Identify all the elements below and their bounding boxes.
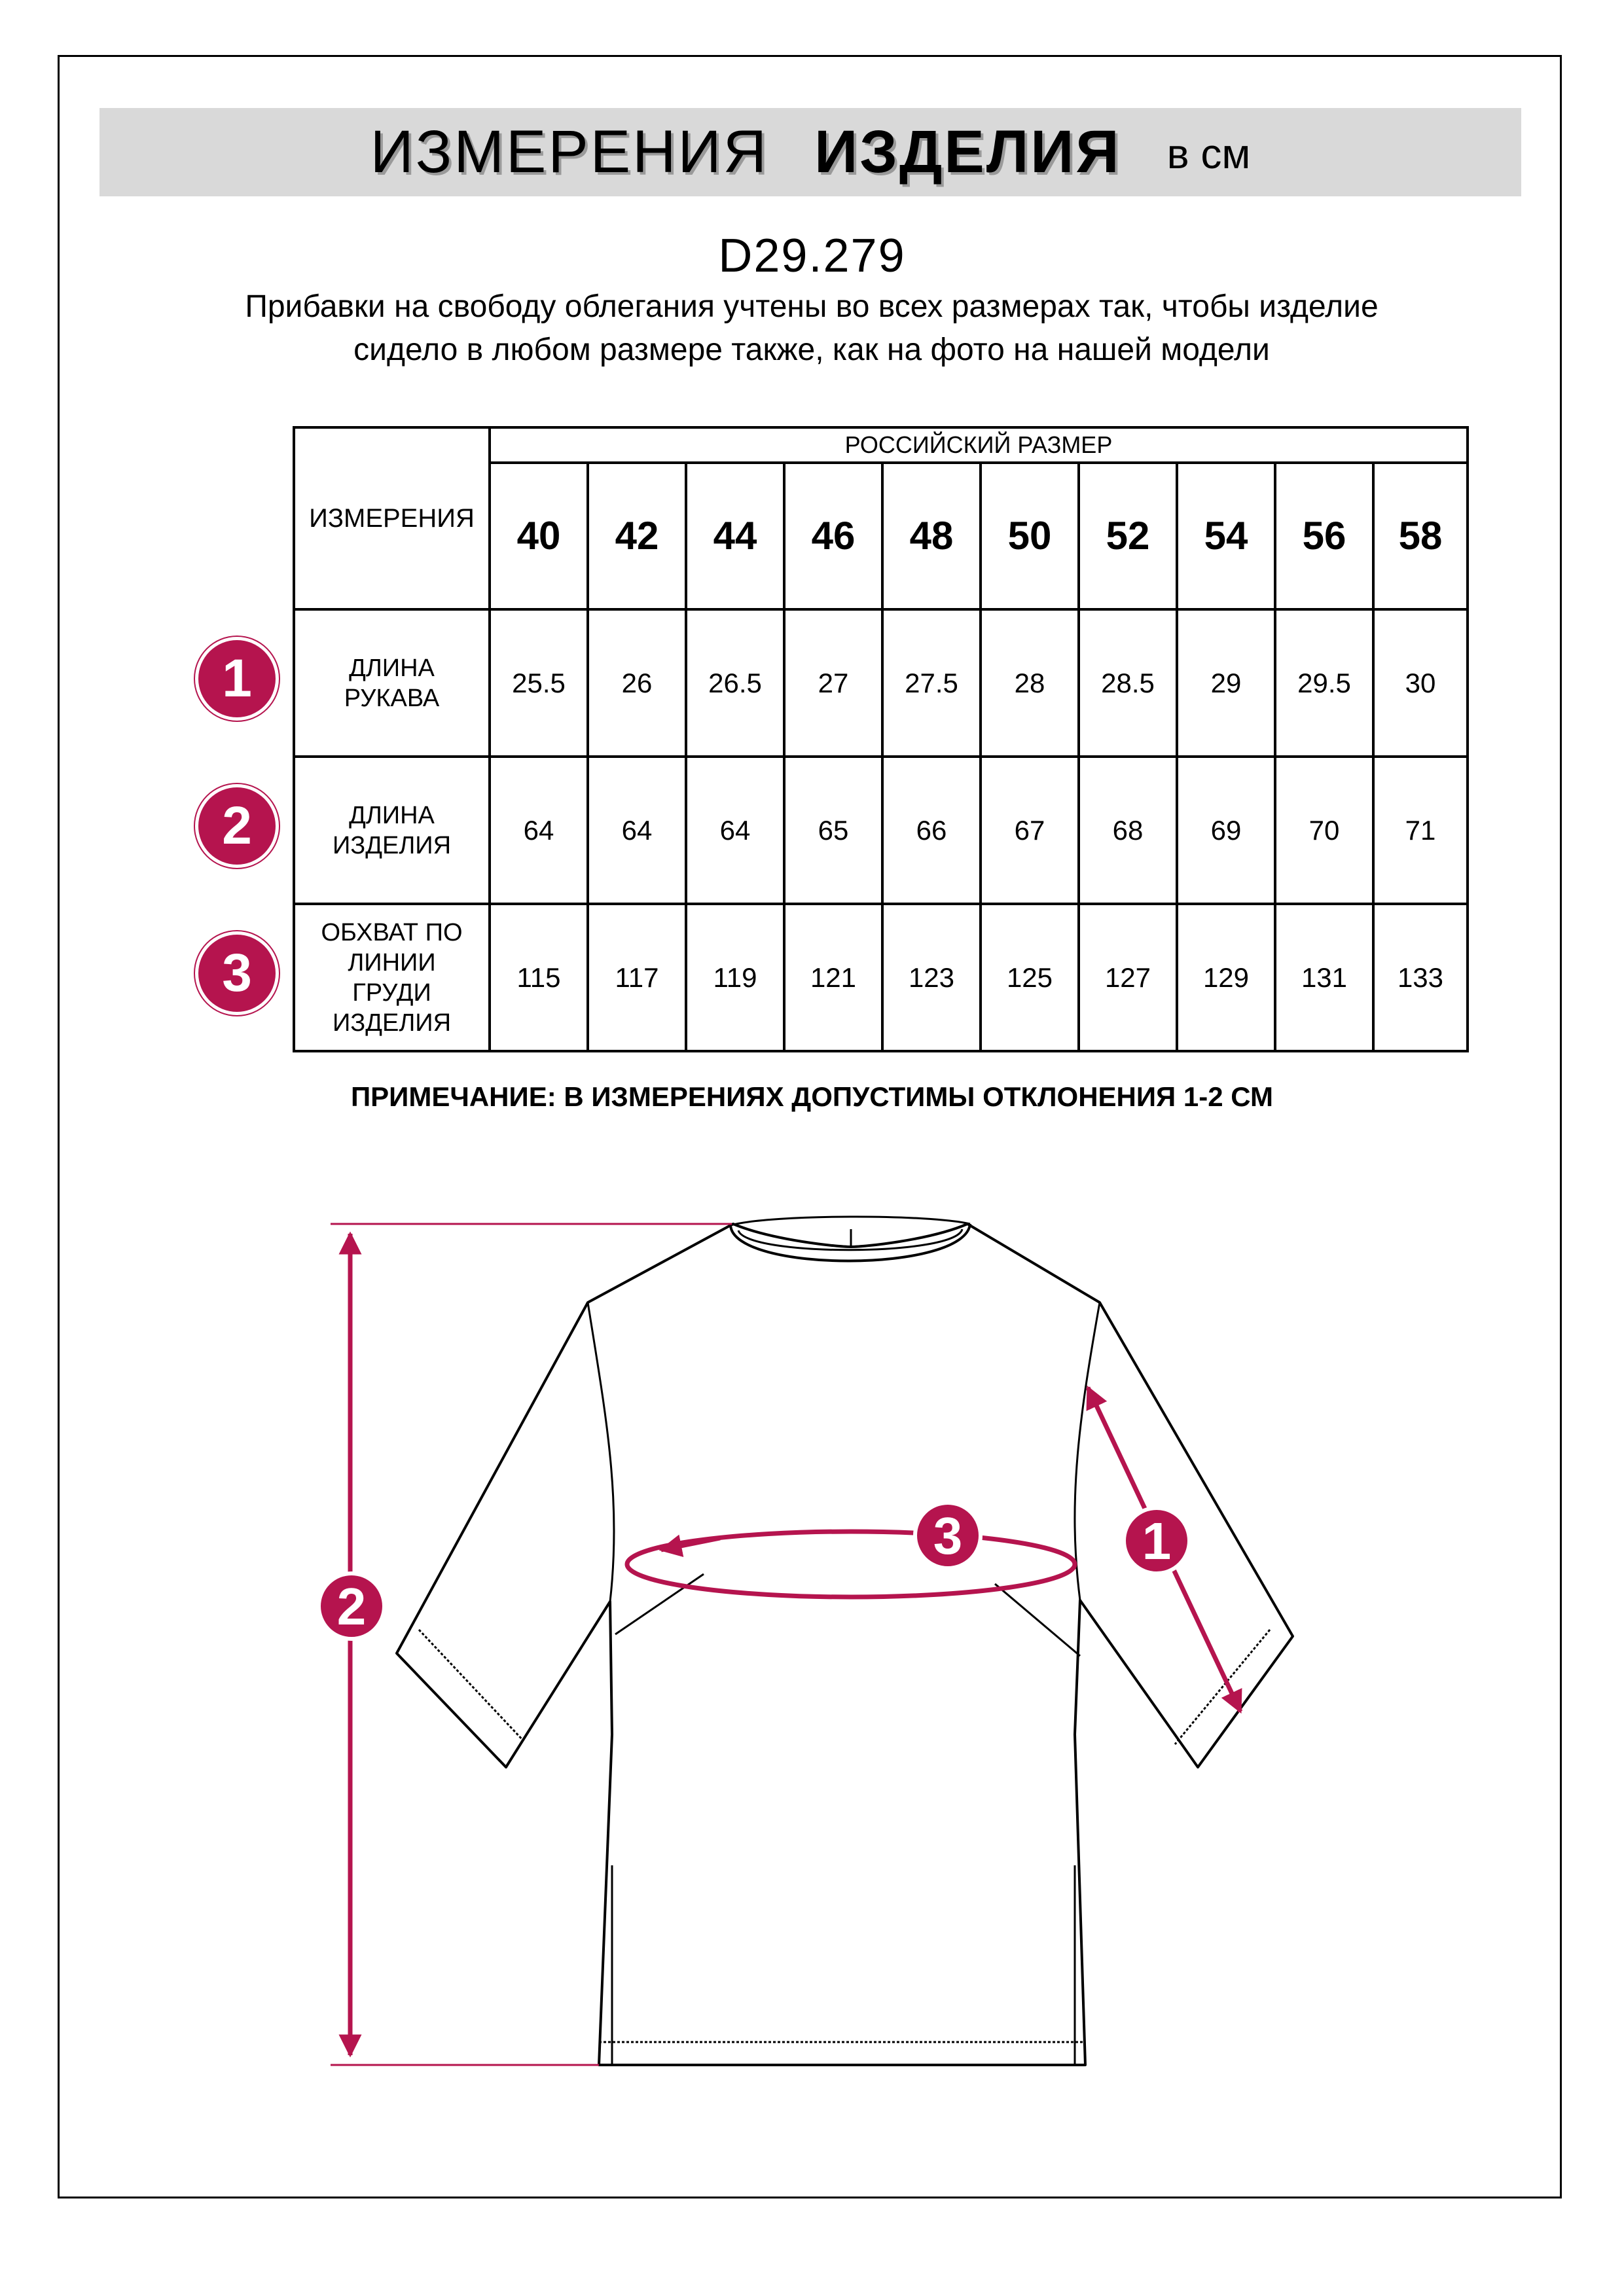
size-cell: 58 xyxy=(1373,463,1468,609)
row-label-line: ЛИНИИ xyxy=(348,948,436,977)
garment-length-indicator xyxy=(331,1224,732,2065)
size-cell: 54 xyxy=(1177,463,1275,609)
title-regular: ИЗМЕРЕНИЯ xyxy=(370,118,769,185)
left-armhole-seam xyxy=(588,1302,614,1602)
table-cell: 70 xyxy=(1275,757,1373,904)
table-cell: 131 xyxy=(1275,904,1373,1051)
right-armhole-seam xyxy=(1075,1302,1100,1600)
table-cell: 125 xyxy=(981,904,1079,1051)
callout-sleeve-length xyxy=(1124,1508,1189,1573)
table-cell: 117 xyxy=(588,904,686,1051)
neckline-opening xyxy=(731,1217,970,1225)
table-cell: 69 xyxy=(1177,757,1275,904)
size-cell: 48 xyxy=(882,463,981,609)
row-label-line: РУКАВА xyxy=(344,684,440,712)
size-cell: 50 xyxy=(981,463,1079,609)
row-label-line: ГРУДИ xyxy=(352,978,431,1007)
row-label-line: ДЛИНА xyxy=(349,654,435,682)
row-label-line: ОБХВАТ ПО xyxy=(321,918,463,946)
title-unit: в см xyxy=(1166,130,1251,177)
table-cell: 123 xyxy=(882,904,981,1051)
table-cell: 29 xyxy=(1177,609,1275,757)
chest-girth-indicator xyxy=(627,1532,1075,1597)
fit-allowance-note: Прибавки на свободу облегания учтены во всех размерах так, чтобы изделие сидело в любом размере также, как на фото на нашей модели xyxy=(245,289,1379,367)
table-cell: 28.5 xyxy=(1079,609,1177,757)
table-cell: 64 xyxy=(686,757,784,904)
size-cell: 46 xyxy=(784,463,882,609)
table-cell: 67 xyxy=(981,757,1079,904)
table-cell: 26.5 xyxy=(686,609,784,757)
table-cell: 127 xyxy=(1079,904,1177,1051)
size-cell: 44 xyxy=(686,463,784,609)
right-wrinkle xyxy=(995,1584,1080,1656)
callout-garment-length-number: 2 xyxy=(336,1577,367,1636)
tshirt-outline xyxy=(397,1217,1293,2065)
badge-sleeve-length: 1 xyxy=(198,640,276,717)
measurement-header: ИЗМЕРЕНИЯ xyxy=(294,427,490,609)
table-cell: 27.5 xyxy=(882,609,981,757)
row-label-line: ДЛИНА xyxy=(349,801,435,829)
table-cell: 119 xyxy=(686,904,784,1051)
table-cell: 65 xyxy=(784,757,882,904)
title-bold: ИЗДЕЛИЯ xyxy=(814,118,1121,185)
table-cell: 27 xyxy=(784,609,882,757)
row-label-line: ИЗДЕЛИЯ xyxy=(332,1009,452,1037)
row-label-line: ИЗДЕЛИЯ xyxy=(332,831,452,859)
table-cell: 71 xyxy=(1373,757,1468,904)
table-cell: 129 xyxy=(1177,904,1275,1051)
size-cell: 42 xyxy=(588,463,686,609)
callout-chest-girth-number: 3 xyxy=(933,1507,963,1565)
table-cell: 28 xyxy=(981,609,1079,757)
table-cell: 64 xyxy=(588,757,686,904)
table-cell: 25.5 xyxy=(490,609,588,757)
table-cell: 133 xyxy=(1373,904,1468,1051)
article-number: D29.279 xyxy=(718,230,906,282)
table-cell: 66 xyxy=(882,757,981,904)
table-cell: 30 xyxy=(1373,609,1468,757)
badge-garment-length: 2 xyxy=(198,787,276,865)
table-cell: 29.5 xyxy=(1275,609,1373,757)
table-cell: 64 xyxy=(490,757,588,904)
tolerance-footnote: ПРИМЕЧАНИЕ: В ИЗМЕРЕНИЯХ ДОПУСТИМЫ ОТКЛОНЕНИЯ 1-2 СМ xyxy=(350,1081,1274,1112)
left-sleeve-hem xyxy=(419,1630,524,1741)
size-cell: 40 xyxy=(490,463,588,609)
table-cell: 68 xyxy=(1079,757,1177,904)
table-cell: 121 xyxy=(784,904,882,1051)
tshirt-body xyxy=(397,1224,1293,2065)
table-cell: 115 xyxy=(490,904,588,1051)
callout-sleeve-length-number: 1 xyxy=(1142,1512,1172,1570)
callout-chest-girth xyxy=(915,1503,981,1568)
size-cell: 52 xyxy=(1079,463,1177,609)
badge-chest-girth: 3 xyxy=(198,935,276,1012)
callout-garment-length xyxy=(319,1573,384,1639)
table-cell: 26 xyxy=(588,609,686,757)
size-system-header: РОССИЙСКИЙ РАЗМЕР xyxy=(490,427,1468,463)
size-cell: 56 xyxy=(1275,463,1373,609)
